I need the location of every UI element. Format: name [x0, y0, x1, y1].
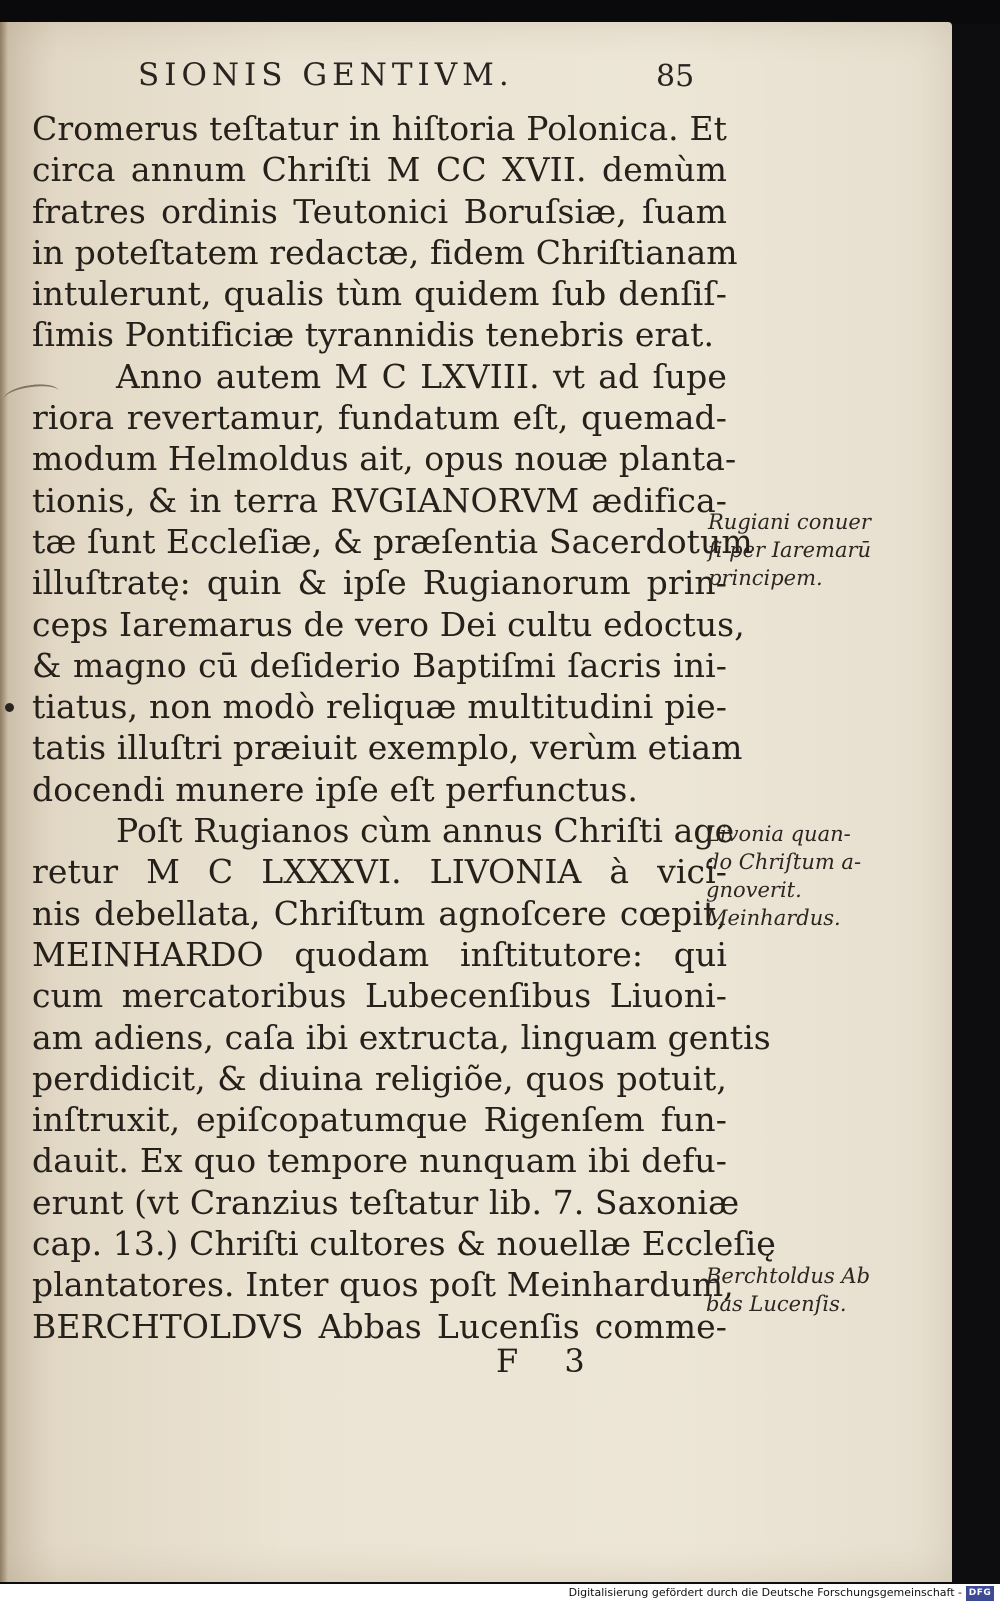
text-line: retur M C LXXXVI. LIVONIA à vici-	[32, 852, 727, 892]
margin-note-line: gnoverit.	[706, 878, 802, 902]
margin-note-line: ſi per Iaremarū	[708, 538, 872, 562]
digitization-footer	[0, 1584, 1000, 1605]
text-line: Anno autem M C LXVIII. vt ad ſupe	[116, 356, 727, 396]
text-line: circa annum Chriſti M CC XVII. demùm	[32, 150, 727, 190]
text-line: BERCHTOLDVS Abbas Lucenſis comme-	[32, 1306, 727, 1346]
text-line: ceps Iaremarus de vero Dei cultu edoctus,	[32, 604, 745, 644]
margin-note-line: Rugiani conuer	[708, 510, 871, 534]
page-header	[138, 57, 718, 107]
text-line: erunt (vt Cranzius teſtatur lib. 7. Saxoniæ	[32, 1182, 740, 1222]
text-line: tiatus, non modò reliquæ multitudini pie-	[32, 687, 727, 727]
margin-note-line: do Chriſtum a-	[706, 850, 862, 874]
signature-mark: F 3	[496, 1342, 603, 1380]
funding-credit: Digitalisierung gefördert durch die Deutsche Forschungsgemeinschaft -	[568, 1586, 962, 1599]
margin-note-line: Livonia quan-	[706, 822, 851, 846]
text-line: intulerunt, qualis tùm quidem ſub denſiſ-	[32, 274, 727, 314]
text-line: am adiens, caſa ibi extructa, linguam gentis	[32, 1017, 771, 1057]
running-head: SIONIS GENTIVM.	[138, 57, 514, 93]
text-line: perdidicit, & diuina religiõe, quos potuit,	[32, 1058, 727, 1098]
text-line: inſtruxit, epiſcopatumque Rigenſem fun-	[32, 1100, 727, 1140]
margin-note-rugiani	[708, 508, 871, 592]
margin-note-livonia	[706, 820, 861, 932]
text-line: nis debellata, Chriſtum agnoſcere cœpit,	[32, 893, 727, 933]
text-line: Poſt Rugianos cùm annus Chriſti age	[116, 811, 735, 851]
text-line: riora revertamur, fundatum eſt, quemad-	[32, 398, 727, 438]
ink-dot-mark	[5, 703, 14, 712]
margin-note-line: principem.	[708, 566, 823, 590]
text-line: tæ ſunt Eccleſiæ, & præſentia Sacerdotum	[32, 521, 753, 561]
text-line: docendi munere ipſe eſt perfunctus.	[32, 769, 639, 809]
page-number: 85	[656, 59, 695, 94]
text-line: in poteſtatem redactæ, fidem Chriſtianam	[32, 232, 738, 272]
scan-top-border	[0, 0, 1000, 24]
page-gutter-shadow	[0, 22, 8, 1582]
text-line: tatis illuſtri præiuit exemplo, verùm etiam	[32, 728, 743, 768]
text-line: cum mercatoribus Lubecenſibus Liuoni-	[32, 976, 727, 1016]
text-line: modum Helmoldus ait, opus nouæ planta-	[32, 439, 737, 479]
text-line: cap. 13.) Chriſti cultores & nouellæ Eccleſię	[32, 1224, 776, 1264]
text-line: fratres ordinis Teutonici Boruſsiæ, ſuam	[32, 191, 727, 231]
text-line: illuſtratę: quin & ipſe Rugianorum prin-	[32, 563, 727, 603]
text-line: ſimis Pontificiæ tyrannidis tenebris erat.	[32, 315, 715, 355]
margin-note-berchtoldus	[706, 1262, 870, 1318]
text-line: & magno cū deſiderio Baptiſmi ſacris ini-	[32, 645, 727, 685]
text-line: Cromerus teſtatur in hiſtoria Polonica. Et	[32, 109, 727, 148]
text-line: dauit. Ex quo tempore nunquam ibi defu-	[32, 1141, 727, 1181]
dfg-logo: DFG	[966, 1586, 994, 1601]
margin-note-line: Meinhardus.	[706, 906, 841, 930]
text-line: tionis, & in terra RVGIANORVM ædifica-	[32, 480, 727, 520]
margin-note-line: bas Lucenſis.	[706, 1292, 847, 1316]
text-line: MEINHARDO quodam inſtitutore: qui	[32, 934, 727, 974]
text-line: plantatores. Inter quos poſt Meinhardum,	[32, 1265, 734, 1305]
margin-note-line: Berchtoldus Ab	[706, 1264, 871, 1288]
